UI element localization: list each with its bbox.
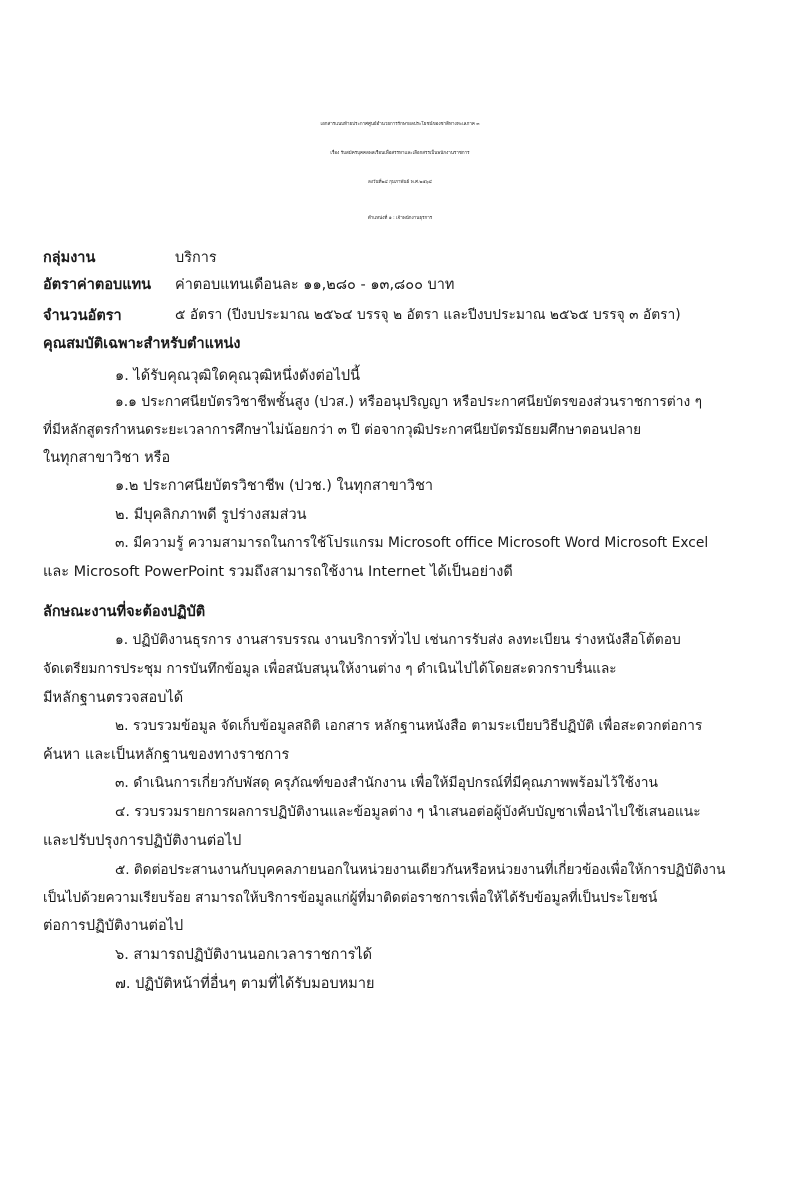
duty-4-line2: และปรับปรุงการปฏิบัติงานต่อไป	[43, 833, 242, 849]
count-value: ๕ อัตรา (ปีงบประมาณ ๒๕๖๔ บรรจุ ๒ อัตรา และปีงบประมาณ ๒๕๖๕ บรรจุ ๓ อัตรา)	[175, 307, 681, 323]
header-date: ลงวันที่๒๔ กุมภาพันธ์ พ.ศ.๒๕๖๔	[367, 180, 433, 185]
position-title: ตำแหน่งที่ ๑ : เจ้าพนักงานธุรการ	[367, 216, 433, 221]
duty-1-line3: มีหลักฐานตรวจสอบได้	[43, 690, 184, 706]
duty-7: ๗. ปฏิบัติหน้าที่อื่นๆ ตามที่ได้รับมอบหมาย	[115, 976, 375, 992]
qualification-1-1-line3: ในทุกสาขาวิชา หรือ	[43, 450, 171, 466]
duty-1-line2: จัดเตรียมการประชุม การบันทึกข้อมูล เพื่อสนับสนุนให้งานต่าง ๆ ดำเนินไปได้โดยสะดวกราบรื่นและ	[43, 661, 617, 677]
qualification-3-line1: ๓. มีความรู้ ความสามารถในการใช้โปรแกรม Microsoft office Microsoft Word Microsoft Excel	[115, 535, 709, 551]
duty-3: ๓. ดำเนินการเกี่ยวกับพัสดุ ครุภัณฑ์ของสำนักงาน เพื่อให้มีอุปกรณ์ที่มีคุณภาพพร้อมไว้ใช้งาน	[115, 775, 658, 791]
qualification-2: ๒. มีบุคลิกภาพดี รูปร่างสมส่วน	[115, 507, 307, 523]
group-label: กลุ่มงาน	[43, 250, 96, 266]
duty-5-line1: ๕. ติดต่อประสานงานกับบุคคลภายนอกในหน่วยงานเดียวกันหรือหน่วยงานที่เกี่ยวข้องเพื่อให้การปฏิบัติงาน	[115, 862, 726, 878]
duty-1-line1: ๑. ปฏิบัติงานธุรการ งานสารบรรณ งานบริการทั่วไป เช่นการรับส่ง ลงทะเบียน ร่างหนังสือโต้ตอบ	[115, 632, 681, 648]
header-subject: เรื่อง รับสมัครบุคคลพลเรือนเพื่อสรรหาและเลือกสรรเป็นพนักงานราชการ	[330, 151, 470, 156]
duty-4-line1: ๔. รวบรวมรายการผลการปฏิบัติงานและข้อมูลต่าง ๆ นำเสนอต่อผู้บังคับบัญชาเพื่อนำไปใช้เสนอแนะ	[115, 804, 701, 820]
qualification-1-1-line2: ที่มีหลักสูตรกำหนดระยะเวลาการศึกษาไม่น้อยกว่า ๓ ปี ต่อจากวุฒิประกาศนียบัตรมัธยมศึกษาตอนปลาย	[43, 422, 642, 438]
qualification-1-1-line1: ๑.๑ ประกาศนียบัตรวิชาชีพชั้นสูง (ปวส.) หรืออนุปริญญา หรือประกาศนียบัตรของส่วนราชการต่าง ๆ	[115, 394, 703, 410]
header-title: เอกสารแนบท้ายประกาศศูนย์อำนวยการรักษาผลประโยชน์ของชาติทางทะเลภาค ๓	[320, 122, 480, 127]
duty-2-line2: ค้นหา และเป็นหลักฐานของทางราชการ	[43, 747, 290, 763]
duty-5-line3: ต่อการปฏิบัติงานต่อไป	[43, 918, 184, 934]
duties-heading: ลักษณะงานที่จะต้องปฏิบัติ	[43, 604, 206, 620]
qualification-1: ๑. ได้รับคุณวุฒิใดคุณวุฒิหนึ่งดังต่อไปนี้	[115, 368, 360, 384]
qualification-3-line2: และ Microsoft PowerPoint รวมถึงสามารถใช้งาน Internet ได้เป็นอย่างดี	[43, 564, 513, 580]
duty-2-line1: ๒. รวบรวมข้อมูล จัดเก็บข้อมูลสถิติ เอกสาร หลักฐานหนังสือ ตามระเบียบวิธีปฏิบัติ เพื่อสะดวกต่อการ	[115, 718, 703, 734]
pay-label: อัตราค่าตอบแทน	[43, 277, 152, 293]
pay-value: ค่าตอบแทนเดือนละ ๑๑,๒๘๐ - ๑๓,๘๐๐ บาท	[175, 277, 455, 293]
qualification-1-2: ๑.๒ ประกาศนียบัตรวิชาชีพ (ปวช.) ในทุกสาขาวิชา	[115, 478, 434, 494]
group-value: บริการ	[175, 250, 217, 266]
duty-6: ๖. สามารถปฏิบัติงานนอกเวลาราชการได้	[115, 947, 373, 963]
duty-5-line2: เป็นไปด้วยความเรียบร้อย สามารถให้บริการข้อมูลแก่ผู้ที่มาติดต่อราชการเพื่อให้ได้รับข้อมูลที่เป็นประโยชน์	[43, 890, 658, 906]
count-label: จำนวนอัตรา	[43, 308, 122, 324]
qualifications-heading: คุณสมบัติเฉพาะสำหรับตำแหน่ง	[43, 336, 241, 352]
